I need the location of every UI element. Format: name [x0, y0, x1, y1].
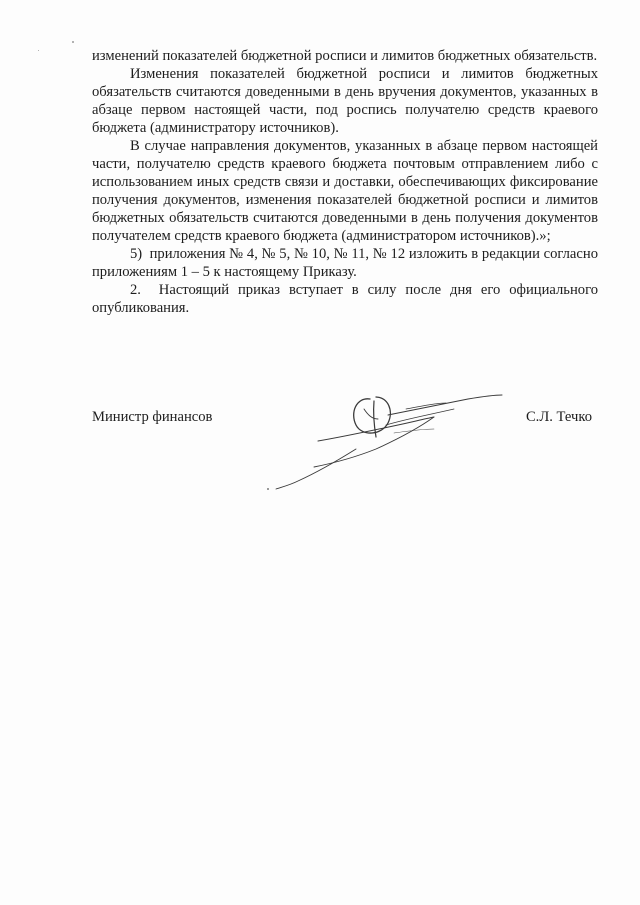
signatory-role: Министр финансов	[92, 409, 213, 425]
paragraph-continuation: изменений показателей бюджетной росписи и лимитов бюджетных обязательств.	[92, 48, 598, 64]
paragraph-item-5-appendices: 5) приложения № 4, № 5, № 10, № 11, № 12 изложить в редакции согласно приложениям 1 – 5 к настоящему Приказу.	[92, 246, 598, 280]
paragraph-item-2-effective: 2. Настоящий приказ вступает в силу после дня его официального опубликования.	[92, 282, 598, 316]
document-body	[92, 47, 598, 317]
signatory-name: С.Л. Течко	[525, 409, 592, 425]
scan-speck	[38, 50, 39, 51]
paragraph-limits-delivered: Изменения показателей бюджетной росписи и лимитов бюджетных обязательств считаются доведенными в день вручения документов, указанных в абзаце первом настоящей части, под роспись получателю средств краевого бюджета (администратору источников).	[92, 66, 598, 136]
paragraph-postal-delivery: В случае направления документов, указанных в абзаце первом настоящей части, получателю средств краевого бюджета почтовым отправлением либо с использованием иных средств связи и доставки, обеспечивающих фиксирование получения документов, изменения показателей бюджетной росписи и лимитов бюджетных обязательств считаются доведенными в день получения документов получателем средств краевого бюджета (администратором источников).»;	[92, 138, 598, 244]
handwritten-signature	[258, 385, 518, 495]
scan-speck	[72, 41, 74, 43]
